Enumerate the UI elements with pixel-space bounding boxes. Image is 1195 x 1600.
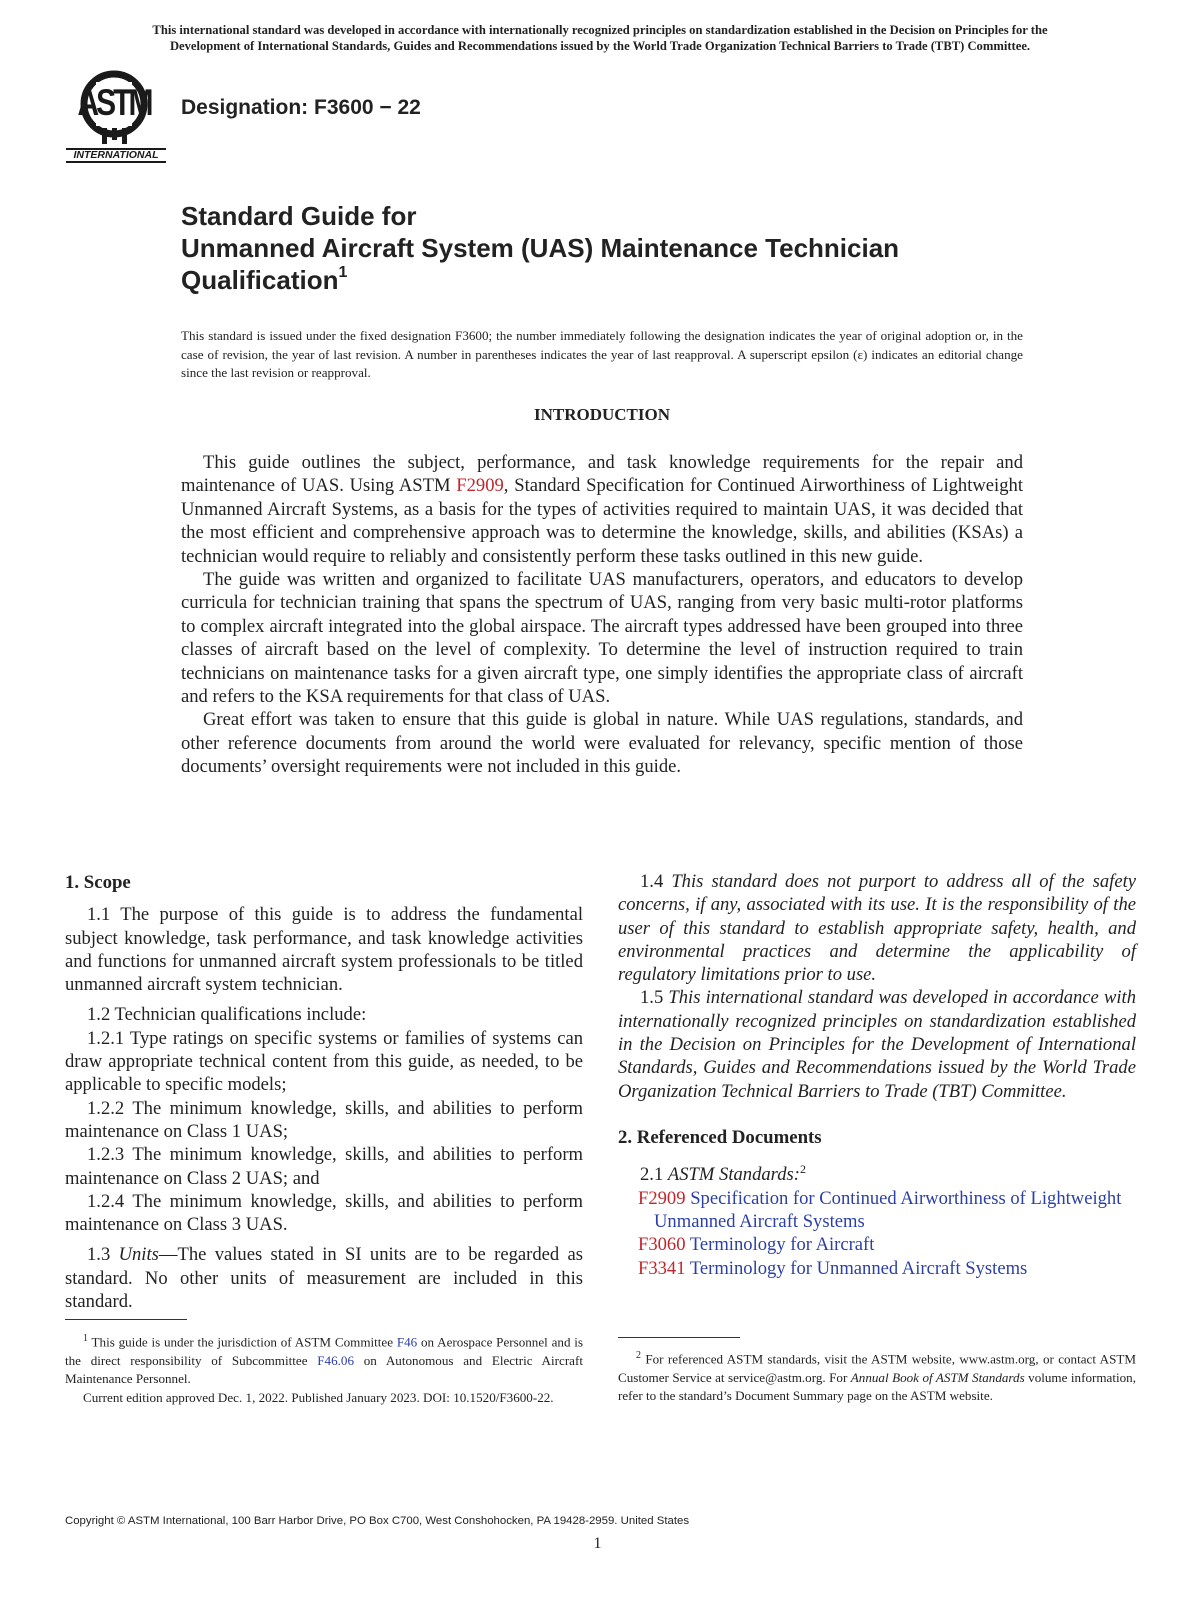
scope-heading: 1. Scope xyxy=(65,872,131,893)
footnote-2-text-2: volume information, refer to the standard’s Document Summary page on the ASTM website. xyxy=(618,1369,1136,1404)
footnote-2-annual-book: Annual Book of ASTM Standards xyxy=(850,1369,1025,1385)
footnote-rule-right xyxy=(618,1337,740,1338)
reference-title[interactable]: Specification for Continued Airworthiness of Lightweight Unmanned Aircraft Systems xyxy=(654,1187,1122,1233)
intro-paragraph-2: The guide was written and organized to facilitate UAS manufacturers, operators, and educators to develop curricula for technician training that spans the spectrum of UAS, ranging from very basic multi-rotor platforms to complex aircraft integrated into the global airspace. The aircraft types addressed have been grouped into three classes of aircraft based on the level of complexity. To determine the level of instruction required to train technicians on maintenance tasks for a given aircraft type, one simply identifies the appropriate class of aircraft and refers to the KSA requirements for that class of UAS. xyxy=(181,569,1023,708)
section-1-3-term: Units xyxy=(118,1244,159,1266)
section-1-3-text: —The values stated in SI units are to be regarded as standard. No other units of measurement are included in this standard. xyxy=(65,1244,583,1313)
footnote-1-mark: 1 xyxy=(83,1333,88,1344)
section-2-1-label: ASTM Standards: xyxy=(667,1164,800,1186)
reference-code[interactable]: F3060 xyxy=(638,1234,686,1256)
reference-code[interactable]: F2909 xyxy=(638,1187,686,1209)
reference-title[interactable]: Terminology for Aircraft xyxy=(689,1234,875,1256)
footnote-2 xyxy=(618,1347,1136,1406)
section-1-4-text: This standard does not purport to address all of the safety concerns, if any, associated with its use. It is the responsibility of the user of this standard to establish appropriate safety, health, and environmental practices and determine the applicability of regulatory limitations prior to use. xyxy=(618,871,1137,986)
title-footnote-mark: 1 xyxy=(338,264,348,281)
right-column xyxy=(618,870,1136,1280)
title-line-2: Unmanned Aircraft System (UAS) Maintenance Technician xyxy=(181,233,900,263)
section-1-2-2: 1.2.2 The minimum knowledge, skills, and abilities to perform maintenance on Class 1 UAS; xyxy=(65,1097,583,1142)
intro-paragraph-1 xyxy=(181,451,1023,568)
svg-text:ASTM: ASTM xyxy=(77,81,151,124)
section-2-1-footnote-mark: 2 xyxy=(799,1162,806,1177)
reference-title[interactable]: Terminology for Unmanned Aircraft Systems xyxy=(689,1257,1028,1279)
section-1-2-1: 1.2.1 Type ratings on specific systems or families of systems can draw appropriate technical content from this guide, as needed, to be applicable to specific models; xyxy=(65,1027,583,1096)
section-2-1-number: 2.1 xyxy=(640,1164,668,1186)
section-1-3-number: 1.3 xyxy=(87,1244,119,1266)
left-column xyxy=(65,871,583,1313)
document-title xyxy=(181,200,1081,296)
committee-f46-link[interactable]: F46 xyxy=(396,1334,418,1350)
footnote-1-text-2: on Aerospace Personnel and is the direct responsibility of Subcommittee xyxy=(65,1334,583,1368)
section-1-2-4: 1.2.4 The minimum knowledge, skills, and abilities to perform maintenance on Class 3 UAS. xyxy=(65,1190,583,1236)
section-1-1: 1.1 The purpose of this guide is to address the fundamental subject knowledge, task performance, and task knowledge activities and functions for unmanned aircraft system professionals to be titled unmanned aircraft system technician. xyxy=(65,904,583,996)
intro-p1-text: This guide outlines the subject, performance, and task knowledge requirements for the repair and maintenance of UAS. Using ASTM xyxy=(181,452,1023,497)
section-1-5 xyxy=(618,986,1136,1102)
reference-f3060[interactable] xyxy=(618,1233,1136,1256)
astm-logo xyxy=(66,70,166,166)
footnote-1-text: This guide is under the jurisdiction of ASTM Committee xyxy=(88,1334,397,1350)
subcommittee-f46-06-link[interactable]: F46.06 xyxy=(317,1352,355,1368)
section-2-1 xyxy=(618,1158,1136,1186)
reference-f3341[interactable] xyxy=(618,1257,1136,1280)
section-1-4 xyxy=(618,870,1136,986)
footnote-1-edition: Current edition approved Dec. 1, 2022. Published January 2023. DOI: 10.1520/F3600-22. xyxy=(83,1389,554,1405)
referenced-documents-heading: 2. Referenced Documents xyxy=(618,1126,822,1148)
section-1-5-text: This international standard was developed in accordance with internationally recognized principles on standardization established in the Decision on Principles for the Development of International Standards, Guides and Recommendations issued by the World Trade Organization Technical Barriers to Trade (TBT) Committee. xyxy=(618,987,1137,1102)
notice-line-2: Development of International Standards, Guides and Recommendations issued by the World Trade Organization Technical Barriers to Trade (TBT) Committee. xyxy=(169,39,1031,53)
footnote-2-mark: 2 xyxy=(636,1350,641,1361)
intro-paragraph-3: Great effort was taken to ensure that this guide is global in nature. While UAS regulations, standards, and other reference documents from around the world were evaluated for relevancy, specific mention of those documents’ oversight requirements were not included in this guide. xyxy=(181,709,1023,778)
introduction-body xyxy=(181,451,1023,779)
footnote-2-text: For referenced ASTM standards, visit the ASTM website, www.astm.org, or contact ASTM Customer Service at service@astm.org. For xyxy=(618,1351,1136,1385)
wto-notice xyxy=(55,22,1145,54)
designation: Designation: F3600 − 22 xyxy=(181,96,421,119)
reference-code[interactable]: F3341 xyxy=(638,1257,686,1279)
footnote-1-text-3: on Autonomous and Electric Aircraft Maintenance Personnel. xyxy=(65,1352,583,1387)
reference-f2909[interactable] xyxy=(618,1187,1136,1234)
title-line-1: Standard Guide for xyxy=(181,201,417,231)
introduction-heading: INTRODUCTION xyxy=(533,405,671,424)
copyright-notice: Copyright © ASTM International, 100 Barr Harbor Drive, PO Box C700, West Conshohocken, PA 19428-2959. United States xyxy=(65,1515,690,1527)
page-number: 1 xyxy=(593,1535,602,1552)
section-1-4-number: 1.4 xyxy=(640,871,672,892)
title-line-3: Qualification xyxy=(181,265,339,295)
issue-statement: This standard is issued under the fixed designation F3600; the number immediately following the designation indicates the year of original adoption or, in the case of revision, the year of last revision. A number in parentheses indicates the year of last reapproval. A superscript epsilon (ε) indicates an editorial change since the last revision or reapproval. xyxy=(181,328,1023,380)
f2909-link[interactable]: F2909 xyxy=(456,475,504,497)
logo-wordmark: INTERNATIONAL xyxy=(66,148,166,163)
footnote-1 xyxy=(65,1330,583,1407)
section-1-5-number: 1.5 xyxy=(640,987,669,1009)
section-1-2: 1.2 Technician qualifications include: xyxy=(87,1004,367,1026)
section-1-2-3: 1.2.3 The minimum knowledge, skills, and abilities to perform maintenance on Class 2 UAS; and xyxy=(65,1144,583,1189)
footnote-rule-left xyxy=(65,1319,187,1320)
notice-line-1: This international standard was developed in accordance with internationally recognized principles on standardization established in the Decision on Principles for the xyxy=(152,23,1048,37)
section-1-3 xyxy=(65,1243,583,1313)
intro-p1-text-rest: , Standard Specification for Continued Airworthiness of Lightweight Unmanned Aircraft Systems, as a basis for the types of activities required to maintain UAS, it was decided that the most efficient and comprehensive approach was to determine the knowledge, skills, and abilities (KSAs) a technician would require to reliably and consistently perform these tasks outlined in this new guide. xyxy=(181,475,1023,567)
